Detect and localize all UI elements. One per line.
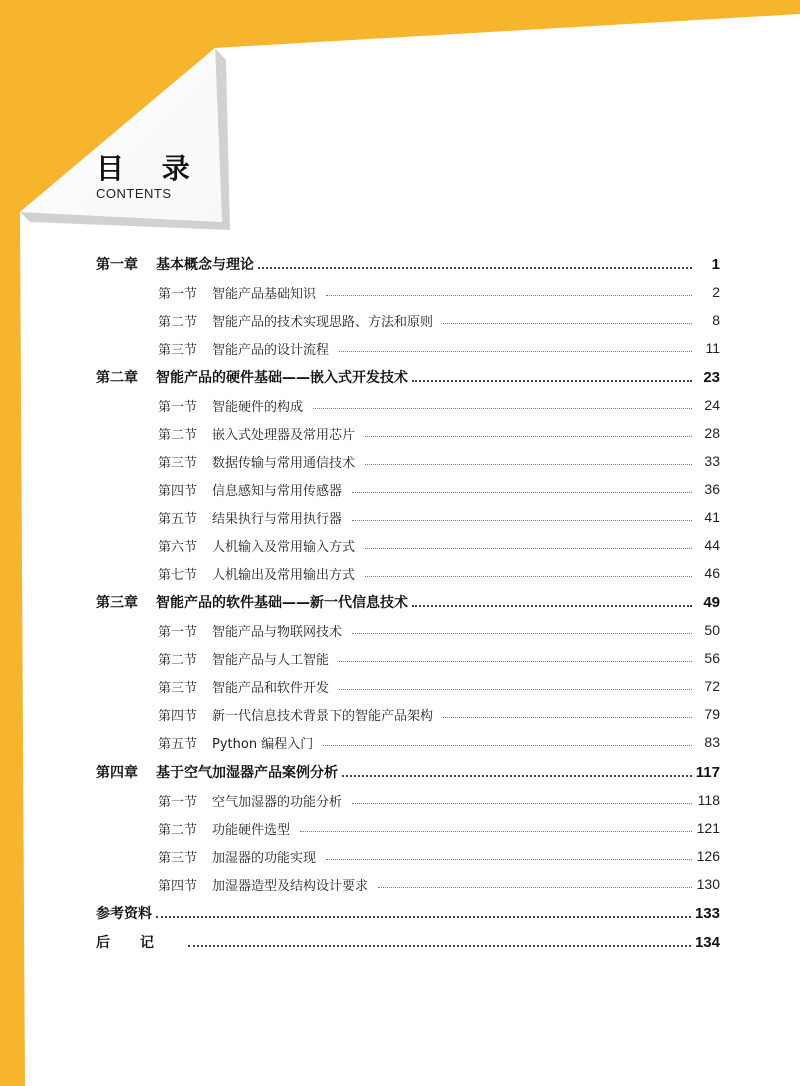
section-number: 第四节 (158, 483, 198, 499)
section-title: 人机输入及常用输入方式 (212, 539, 356, 555)
toc-header (96, 152, 204, 201)
page-number: 126 (696, 848, 720, 864)
section-number: 第二节 (158, 427, 198, 443)
dot-leader (326, 294, 692, 296)
chapter-title: 基于空气加湿器产品案例分析 (156, 765, 338, 781)
page-number: 133 (694, 904, 720, 922)
dot-leader (326, 858, 692, 860)
page-number: 118 (697, 792, 720, 808)
dot-leader (323, 744, 692, 746)
section-number: 第一节 (158, 286, 198, 302)
section-title: 智能产品和软件开发 (212, 680, 330, 696)
toc-section-row[interactable] (96, 817, 720, 839)
dot-leader (313, 407, 692, 409)
toc-chapter-row[interactable] (96, 761, 720, 783)
toc-title: 目 录 (96, 152, 204, 185)
dot-leader (352, 491, 692, 493)
toc-section-row[interactable] (96, 309, 720, 331)
section-number: 第六节 (158, 539, 198, 555)
chapter-title: 智能产品的软件基础——新一代信息技术 (156, 595, 408, 611)
page-number: 36 (704, 481, 720, 497)
dot-leader (412, 604, 692, 607)
page-number: 117 (695, 763, 720, 781)
page-number: 49 (703, 593, 720, 611)
dot-leader (352, 519, 692, 521)
section-title: 智能硬件的构成 (212, 399, 304, 415)
toc-section-row[interactable] (96, 281, 720, 303)
section-title: 人机输出及常用输出方式 (212, 567, 356, 583)
section-title: 嵌入式处理器及常用芯片 (212, 427, 356, 443)
page-number: 44 (704, 537, 720, 553)
page-number: 24 (704, 397, 720, 413)
section-number: 第五节 (158, 511, 198, 527)
toc-section-row[interactable] (96, 619, 720, 641)
toc-section-row[interactable] (96, 873, 720, 895)
section-title: Python 编程入门 (212, 736, 314, 752)
chapter-number: 第四章 (96, 765, 138, 781)
section-number: 第二节 (158, 822, 198, 838)
page-number: 33 (704, 453, 720, 469)
page-number: 41 (704, 509, 720, 525)
page-number: 1 (711, 255, 720, 273)
section-title: 加湿器的功能实现 (212, 850, 317, 866)
toc-chapter-row[interactable] (96, 253, 720, 275)
section-number: 第四节 (158, 708, 198, 724)
toc-section-row[interactable] (96, 845, 720, 867)
section-title: 数据传输与常用通信技术 (212, 455, 356, 471)
toc-section-row[interactable] (96, 789, 720, 811)
section-title: 新一代信息技术背景下的智能产品架构 (212, 708, 434, 724)
toc-section-row[interactable] (96, 422, 720, 444)
section-number: 第七节 (158, 567, 198, 583)
dot-leader (339, 660, 692, 662)
page-number: 130 (696, 876, 720, 892)
dot-leader (365, 463, 692, 465)
page-number: 46 (704, 565, 720, 581)
page-number: 56 (704, 650, 720, 666)
section-title: 结果执行与常用执行器 (212, 511, 343, 527)
dot-leader (412, 379, 692, 382)
toc-section-row[interactable] (96, 394, 720, 416)
page-number: 11 (705, 340, 720, 356)
toc-section-row[interactable] (96, 478, 720, 500)
section-title: 智能产品与人工智能 (212, 652, 330, 668)
chapter-number: 第三章 (96, 595, 138, 611)
dot-leader (443, 716, 692, 718)
chapter-number: 第一章 (96, 257, 138, 273)
dot-leader (352, 632, 692, 634)
dot-leader (339, 688, 692, 690)
page-number: 2 (712, 284, 720, 300)
dot-leader (352, 802, 692, 804)
section-number: 第一节 (158, 794, 198, 810)
section-title: 信息感知与常用传感器 (212, 483, 343, 499)
page-number: 23 (703, 368, 720, 386)
dot-leader (365, 547, 692, 549)
section-number: 第二节 (158, 314, 198, 330)
dot-leader (156, 915, 691, 918)
chapter-number: 第二章 (96, 370, 138, 386)
section-title: 智能产品的设计流程 (212, 342, 330, 358)
chapter-title: 基本概念与理论 (156, 257, 254, 273)
section-number: 第五节 (158, 736, 198, 752)
toc-section-row[interactable] (96, 731, 720, 753)
dot-leader (378, 886, 692, 888)
dot-leader (443, 322, 692, 324)
dot-leader (188, 944, 691, 947)
section-number: 第三节 (158, 680, 198, 696)
dot-leader (339, 350, 692, 352)
page-number: 83 (704, 734, 720, 750)
toc-section-row[interactable] (96, 506, 720, 528)
section-title: 加湿器造型及结构设计要求 (212, 878, 369, 894)
section-title: 空气加湿器的功能分析 (212, 794, 343, 810)
section-title: 智能产品基础知识 (212, 286, 317, 302)
chapter-title: 参考资料 (96, 906, 152, 922)
section-title: 功能硬件选型 (212, 822, 291, 838)
page-number: 72 (704, 678, 720, 694)
toc-section-row[interactable] (96, 647, 720, 669)
section-number: 第三节 (158, 850, 198, 866)
page-number: 79 (704, 706, 720, 722)
section-number: 第三节 (158, 342, 198, 358)
chapter-number: 后记 (96, 935, 184, 951)
section-number: 第三节 (158, 455, 198, 471)
page-number: 8 (712, 312, 720, 328)
chapter-title: 智能产品的硬件基础——嵌入式开发技术 (156, 370, 408, 386)
dot-leader (300, 830, 692, 832)
toc-chapter-row[interactable] (96, 931, 720, 953)
toc-subtitle: CONTENTS (96, 186, 172, 201)
toc-section-row[interactable] (96, 675, 720, 697)
toc-section-row[interactable] (96, 703, 720, 725)
section-number: 第一节 (158, 624, 198, 640)
page-number: 134 (694, 933, 720, 951)
toc-section-row[interactable] (96, 562, 720, 584)
section-title: 智能产品的技术实现思路、方法和原则 (212, 314, 434, 330)
section-title: 智能产品与物联网技术 (212, 624, 343, 640)
toc-chapter-row[interactable] (96, 366, 720, 388)
section-number: 第一节 (158, 399, 198, 415)
page-number: 50 (704, 622, 720, 638)
toc-chapter-row[interactable] (96, 591, 720, 613)
dot-leader (365, 435, 692, 437)
dot-leader (258, 266, 692, 269)
page-number: 28 (704, 425, 720, 441)
dot-leader (365, 575, 692, 577)
section-number: 第二节 (158, 652, 198, 668)
toc-section-row[interactable] (96, 337, 720, 359)
section-number: 第四节 (158, 878, 198, 894)
toc-section-row[interactable] (96, 450, 720, 472)
dot-leader (342, 774, 692, 777)
toc-chapter-row[interactable] (96, 902, 720, 924)
page-number: 121 (696, 820, 720, 836)
toc-section-row[interactable] (96, 534, 720, 556)
